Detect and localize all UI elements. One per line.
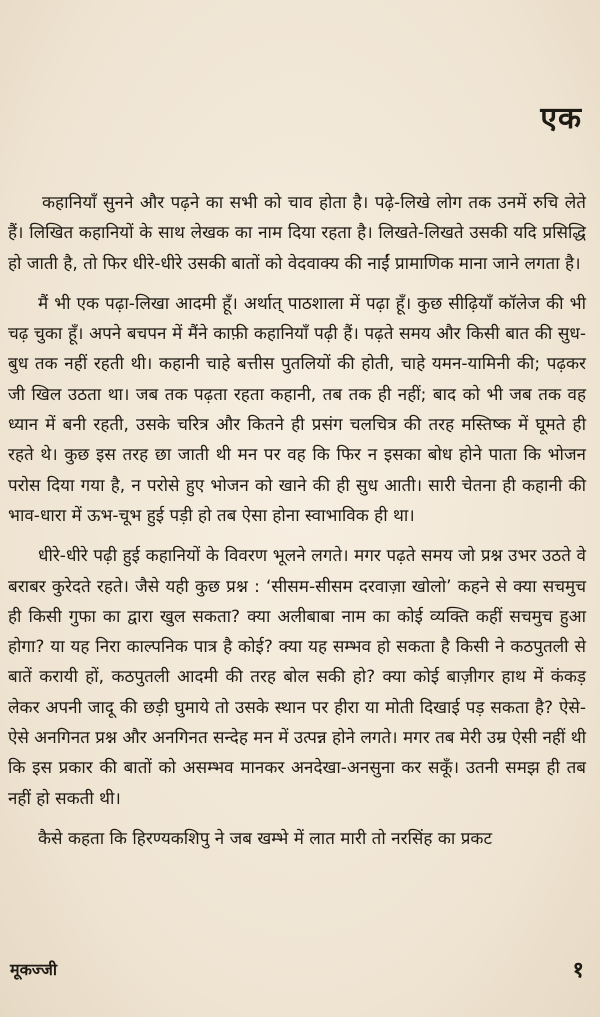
paragraph: कहानियाँ सुनने और पढ़ने का सभी को चाव होता है। पढ़े-लिखे लोग तक उनमें रुचि लेते हैं। लिखित कहानियों के साथ लेखक का नाम दिया रहता है। लिखते-लिखते उसकी यदि प्रसिद्धि हो जाती है, तो फिर धीरे-धीरे उसकी बातों को वेदवाक्य की नाईं प्रामाणिक माना जाने लगता है। bbox=[8, 193, 586, 274]
running-footer-title: मूकज्जी bbox=[10, 960, 58, 979]
paragraph: कैसे कहता कि हिरण्यकशिपु ने जब खम्भे में लात मारी तो नरसिंह का प्रकट bbox=[38, 828, 493, 849]
paragraph: मैं भी एक पढ़ा-लिखा आदमी हूँ। अर्थात् पाठशाला में पढ़ा हूँ। कुछ सीढ़ियाँ कॉलेज की भी चढ़ चुका हूँ। अपने बचपन में मैंने काफ़ी कहानियाँ पढ़ी हैं। पढ़ते समय और किसी बात की सुध-बुध तक नहीं रहती थी। कहानी चाहे बत्तीस पुतलियों की होती, चाहे यमन-यामिनी की; पढ़कर जी खिल उठता था। जब तक पढ़ता रहता कहानी, तब तक ही नहीं; बाद को भी जब तक वह ध्यान में बनी रहती, उसके चरित्र और कितने ही प्रसंग चलचित्र की तरह मस्तिष्क में घूमते ही रहते थे। कुछ इस तरह छा जाती थी मन पर वह कि फिर न इसका बोध होने पाता कि भोजन परोस दिया गया है, न परोसे हुए भोजन को खाने की ही सुध आती। सारी चेतना ही कहानी की भाव-धारा में ऊभ-चूभ हुई पड़ी हो तब ऐसा होना स्वाभाविक ही था। bbox=[8, 293, 586, 526]
page-number: १ bbox=[572, 958, 584, 983]
chapter-heading: एक bbox=[540, 101, 582, 136]
paragraph: धीरे-धीरे पढ़ी हुई कहानियों के विवरण भूलने लगते। मगर पढ़ते समय जो प्रश्न उभर उठते वे बराबर कुरेदते रहते। जैसे यही कुछ प्रश्न : ‘सीसम-सीसम दरवाज़ा खोलो’ कहने से क्या सचमुच ही किसी गुफा का द्वारा खुल सकता? क्या अलीबाबा नाम का कोई व्यक्ति कहीं सचमुच हुआ होगा? या यह निरा काल्पनिक पात्र है कोई? क्या यह सम्भव हो सकता है किसी ने कठपुतली से बातें करायी हों, कठपुतली आदमी की तरह बोल सकी हो? क्या कोई बाज़ीगर हाथ में कंकड़ लेकर अपनी जादू की छड़ी घुमाये तो उसके स्थान पर हीरा या मोती दिखाई पड़ सकता है? ऐसे-ऐसे अनगिनत प्रश्न और अनगिनत सन्देह मन में उत्पन्न होने लगते। मगर तब मेरी उम्र ऐसी नहीं थी कि इस प्रकार की बातों को असम्भव मानकर अनदेखा-अनसुना कर सकूँ। उतनी समझ ही तब नहीं हो सकती थी। bbox=[8, 546, 586, 809]
body-text bbox=[8, 188, 586, 864]
page-footer bbox=[10, 958, 588, 988]
